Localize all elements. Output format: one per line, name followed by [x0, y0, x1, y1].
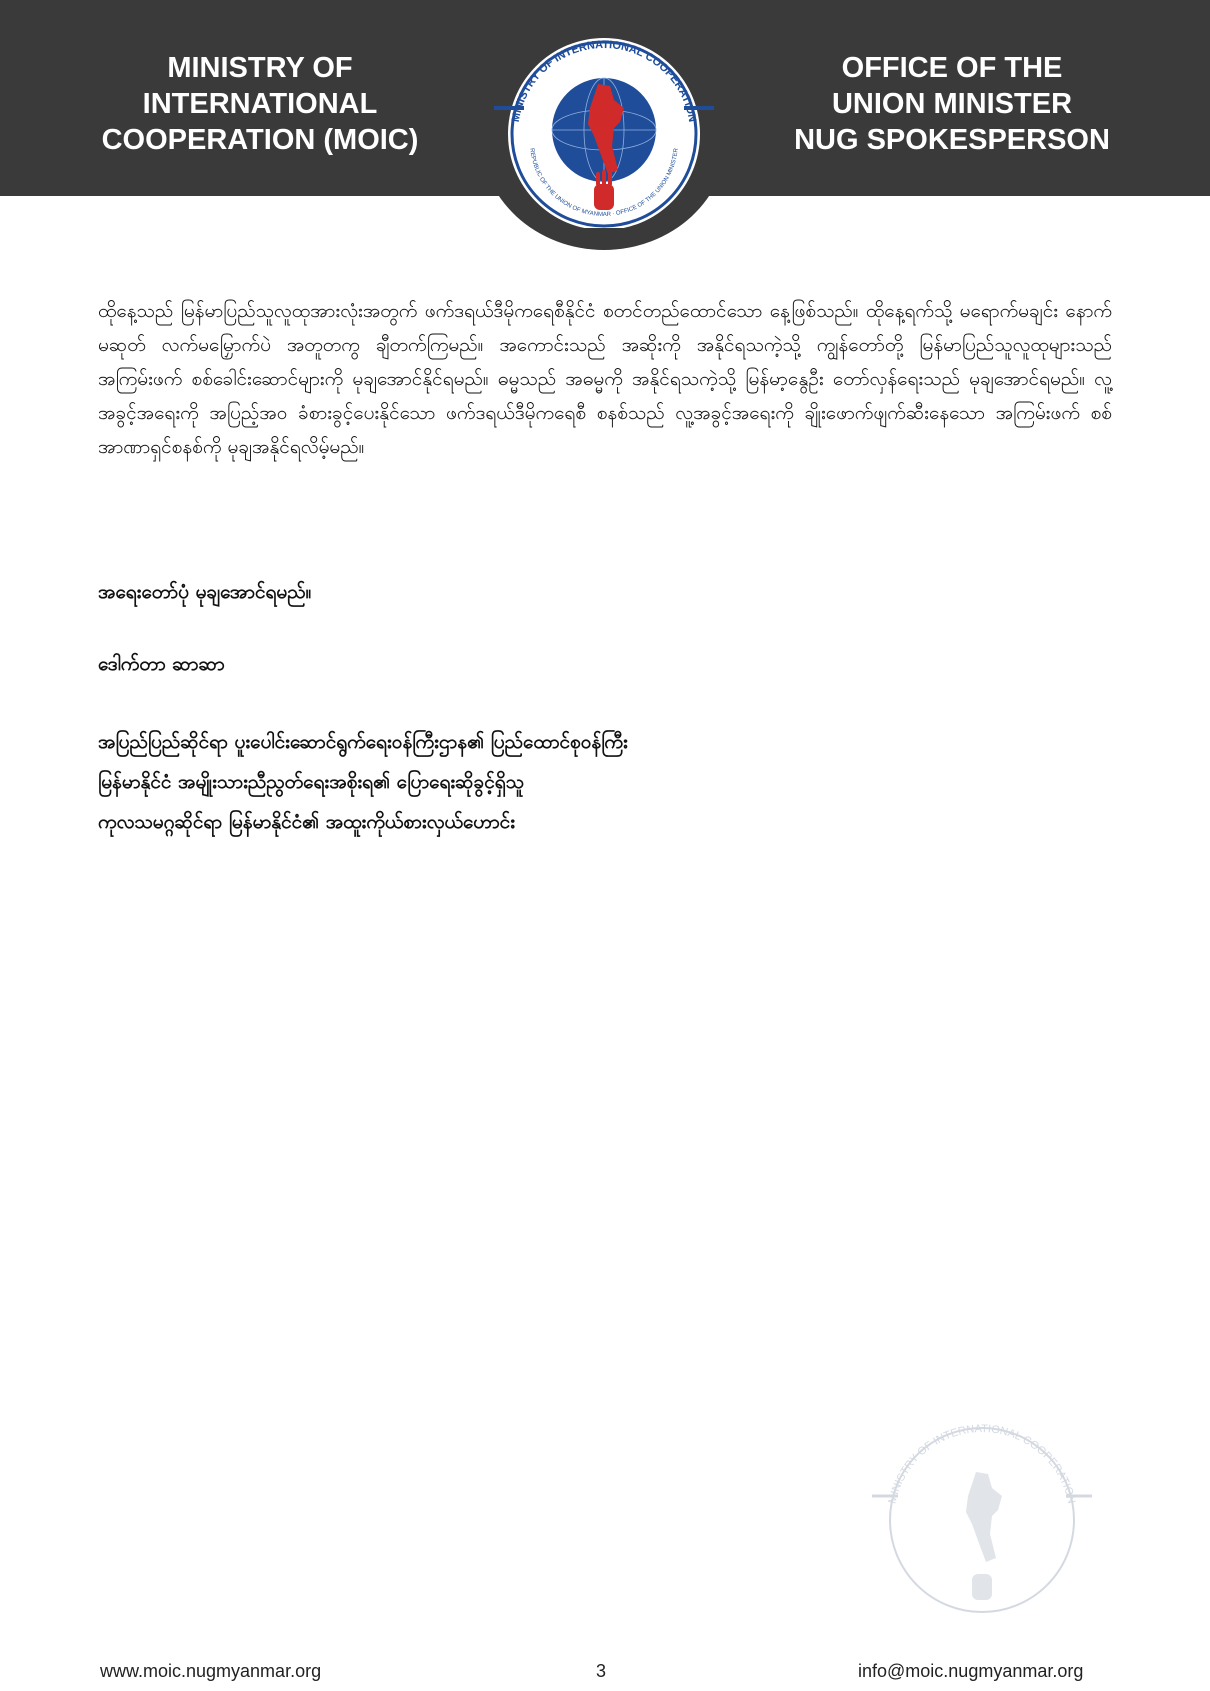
signatory-title-2: မြန်မာနိုင်ငံ အမျိုးသားညီညွတ်ရေးအစိုးရ၏ ပြောရေးဆိုခွင့်ရှိသူ: [98, 771, 525, 793]
watermark-text: MINISTRY OF INTERNATIONAL COOPERATION: [886, 1422, 1078, 1505]
seal-text-top: MINISTRY OF INTERNATIONAL COOPERATION: [509, 38, 699, 124]
ministry-name-line-3: COOPERATION (MOIC): [101, 124, 419, 156]
ministry-name-line-1: MINISTRY OF: [167, 52, 353, 84]
ministry-name: [60, 50, 460, 158]
ministry-seal-logo: [490, 24, 718, 228]
statement-paragraph: ထိုနေ့သည် မြန်မာပြည်သူလူထုအားလုံးအတွက် ဖက်ဒရယ်ဒီမိုကရေစီနိုင်ငံ စတင်တည်ထောင်သော နေ့ဖြစ်သည်။ ထိုနေ့ရက်သို့ မရောက်မချင်း နောက်မဆုတ် လက်မမြှောက်ပဲ အတူတကွ ချီတက်ကြမည်။ အကောင်းသည် အဆိုးကို အနိုင်ရသကဲ့သို့ ကျွန်တော်တို့ မြန်မာပြည်သူလူထုများသည် အကြမ်းဖက် စစ်ခေါင်းဆောင်များကို မုချအောင်နိုင်ရမည်။ ဓမ္မသည် အဓမ္မကို အနိုင်ရသကဲ့သို့ မြန်မာ့နွေဦး တော်လှန်ရေးသည် မုချအောင်ရမည်။ လူ့အခွင့်အရေးကို အပြည့်အဝ ခံစားခွင့်ပေးနိုင်သော ဖက်ဒရယ်ဒီမိုကရေစီ စနစ်သည် လူ့အခွင့်အရေးကို ချိုးဖောက်ဖျက်ဆီးနေသော အကြမ်းဖက် စစ်အာဏာရှင်စနစ်ကို မုချအနိုင်ရလိမ့်မည်။: [98, 300, 1112, 458]
signatory-titles: [98, 722, 628, 842]
signatory-name: ဒေါက်တာ ဆာဆာ: [98, 653, 225, 675]
office-name-line-2: UNION MINISTER: [831, 88, 1073, 120]
seal-text-bottom: REPUBLIC OF THE UNION OF MYANMAR · OFFICE OF THE UNION MINISTER: [528, 147, 680, 219]
signatory-title-1: အပြည်ပြည်ဆိုင်ရာ ပူးပေါင်းဆောင်ရွက်ရေးဝန်ကြီးဌာန၏ ပြည်ထောင်စုဝန်ကြီး: [98, 731, 628, 753]
slogan: အရေးတော်ပုံ မုချအောင်ရမည်။: [98, 581, 312, 603]
office-name: [752, 50, 1152, 158]
footer-email-link[interactable]: info@moic.nugmyanmar.org: [858, 1661, 1084, 1681]
ministry-name-line-2: INTERNATIONAL: [142, 88, 378, 120]
seal-watermark: [872, 1416, 1092, 1616]
office-name-line-1: OFFICE OF THE: [841, 52, 1063, 84]
office-name-line-3: NUG SPOKESPERSON: [794, 124, 1110, 156]
page-number: 3: [596, 1661, 607, 1681]
signatory-title-3: ကုလသမဂ္ဂဆိုင်ရာ မြန်မာနိုင်ငံ၏ အထူးကိုယ်စားလှယ်ဟောင်း: [98, 811, 516, 833]
footer-website-link[interactable]: www.moic.nugmyanmar.org: [100, 1661, 322, 1681]
